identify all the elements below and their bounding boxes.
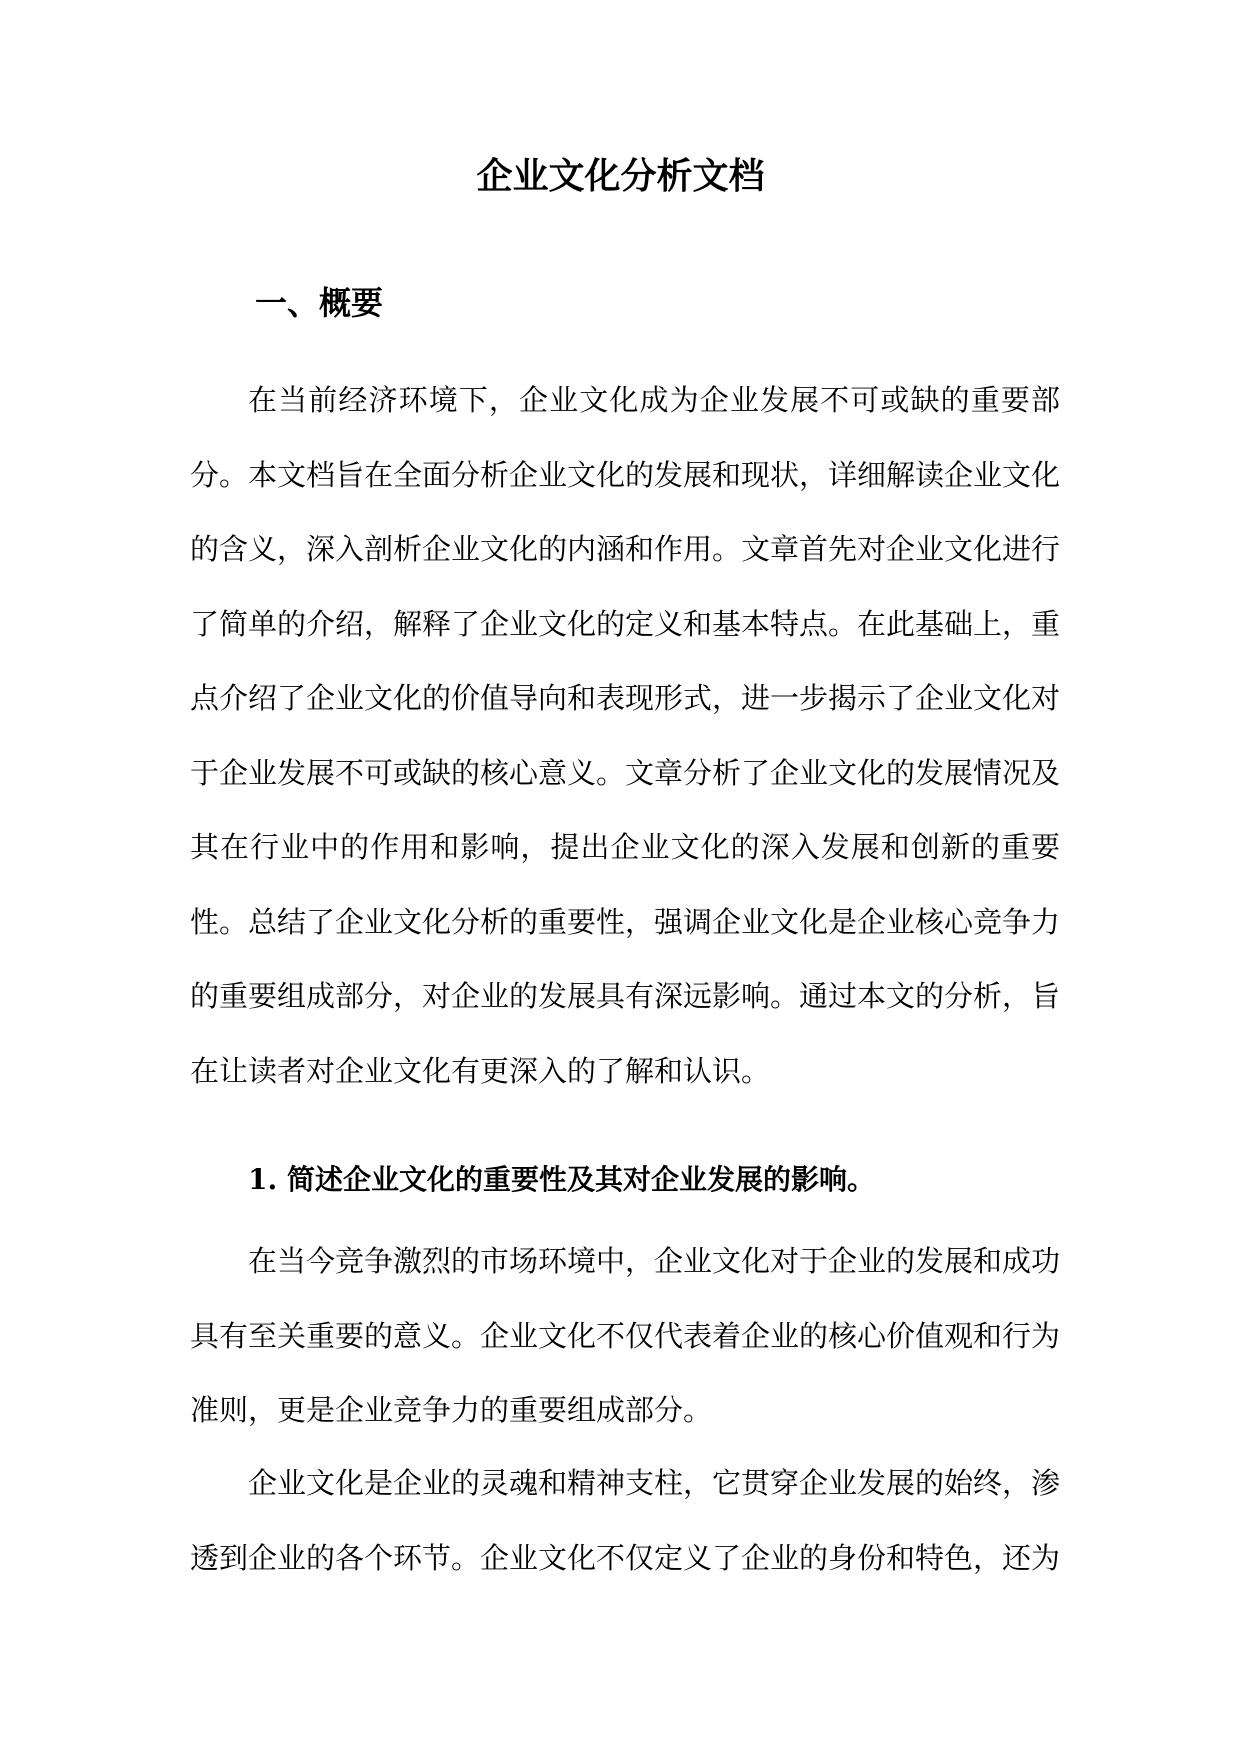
document-title: 企业文化分析文档 xyxy=(476,155,765,197)
importance-paragraph-2: 企业文化是企业的灵魂和精神支柱，它贯穿企业发展的始终，渗透到企业的各个环节。企业文化不仅定义了企业的身份和特色，还为 xyxy=(190,1466,1061,1575)
section-heading-overview: 一、概要 xyxy=(255,284,384,322)
overview-paragraph: 在当前经济环境下，企业文化成为企业发展不可或缺的重要部分。本文档旨在全面分析企业文化的发展和现状，详细解读企业文化的含义，深入剖析企业文化的内涵和作用。文章首先对企业文化进行了简单的介绍，解释了企业文化的定义和基本特点。在此基础上，重点介绍了企业文化的价值导向和表现形式，进一步揭示了企业文化对于企业发展不可或缺的核心意义。文章分析了企业文化的发展情况及其在行业中的作用和影响，提出企业文化的深入发展和创新的重要性。总结了企业文化分析的重要性，强调企业文化是企业核心竞争力的重要组成部分，对企业的发展具有深远影响。通过本文的分析，旨在让读者对企业文化有更深入的了解和认识。 xyxy=(190,383,1061,1088)
importance-paragraph-1: 在当今竞争激烈的市场环境中，企业文化对于企业的发展和成功具有至关重要的意义。企业文化不仅代表着企业的核心价值观和行为准则，更是企业竞争力的重要组成部分。 xyxy=(190,1244,1061,1427)
subsection-heading-importance: 1. 简述企业文化的重要性及其对企业发展的影响。 xyxy=(248,1163,875,1196)
